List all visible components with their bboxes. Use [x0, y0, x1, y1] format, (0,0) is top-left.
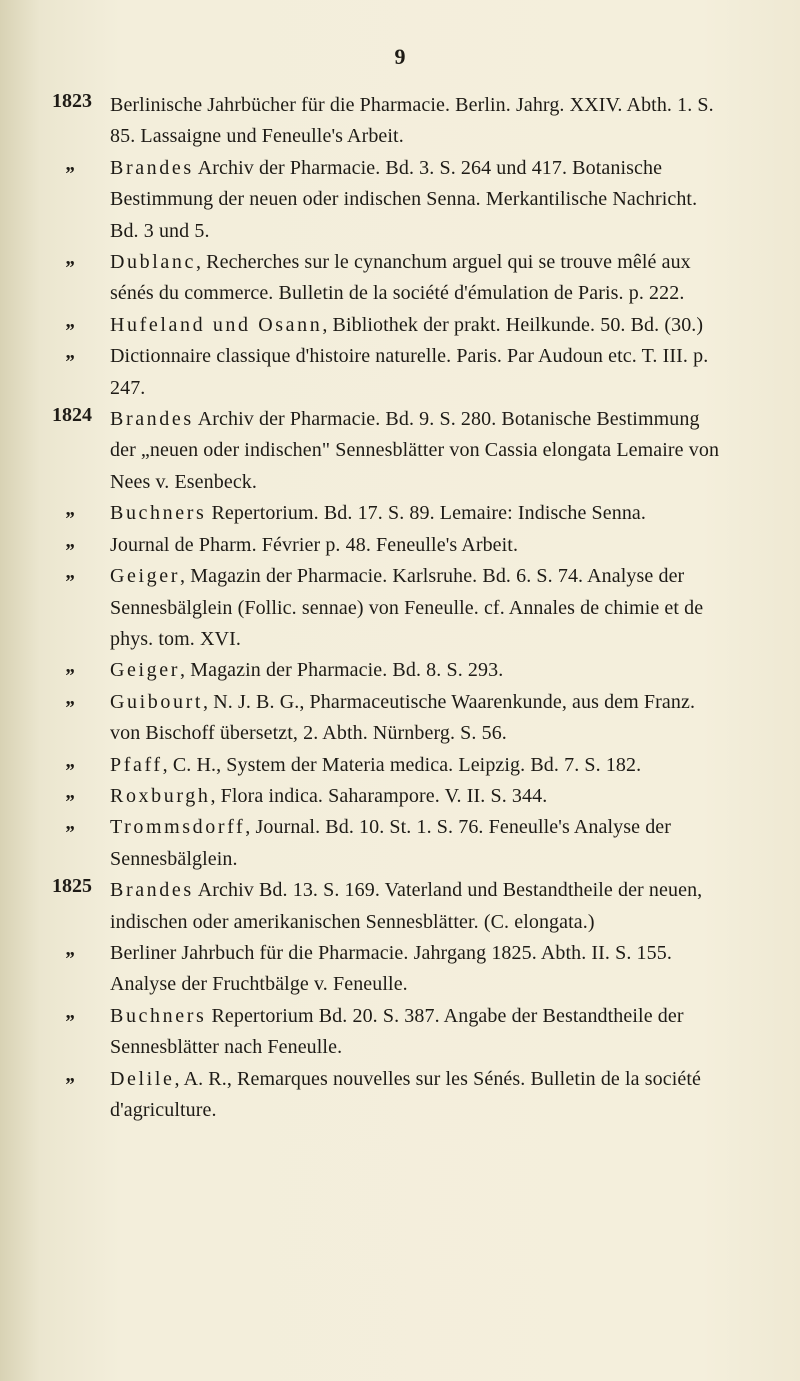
entry-body: , C. H., System der Materia medica. Leipzig. Bd. 7. S. 182. — [162, 753, 642, 776]
bibliography-entry — [0, 781, 800, 812]
ditto-mark: „ — [66, 812, 76, 835]
entry-body: Berlinische Jahrbücher für die Pharmacie. Berlin. Jahrg. XXIV. Abth. 1. S. 85. Lassaigne und Feneulle's Arbeit. — [110, 94, 714, 148]
entry-text — [110, 90, 722, 153]
bibliography-entry — [0, 247, 800, 310]
entry-author: Brandes — [110, 156, 194, 179]
entry-text — [110, 812, 722, 875]
entry-text — [110, 750, 722, 781]
entry-author: Brandes — [110, 408, 194, 431]
entry-text — [110, 561, 722, 655]
entry-author: Roxburgh — [110, 784, 211, 807]
ditto-mark: „ — [66, 749, 76, 772]
bibliography-entry — [0, 812, 800, 875]
bibliography-entry — [0, 153, 800, 247]
bibliography-entry — [0, 687, 800, 750]
entry-body: Repertorium. Bd. 17. S. 89. Lemaire: Indische Senna. — [206, 502, 646, 525]
entry-text — [110, 404, 722, 498]
entry-body: Berliner Jahrbuch für die Pharmacie. Jahrgang 1825. Abth. II. S. 155. Analyse der Fruchtbälge v. Feneulle. — [110, 941, 672, 996]
entry-author: Buchners — [110, 1004, 207, 1027]
entry-author: Hufeland und Osann — [110, 313, 323, 336]
entry-text — [110, 1001, 722, 1064]
entry-author: Geiger — [110, 565, 181, 588]
bibliography-entry — [0, 341, 800, 404]
entry-text — [110, 655, 722, 686]
entry-text — [110, 530, 722, 561]
entry-year: 1823 — [52, 90, 92, 112]
ditto-mark: „ — [66, 1000, 76, 1023]
bibliography-list — [0, 90, 800, 1126]
entry-text — [110, 498, 722, 529]
bibliography-entry — [0, 655, 800, 686]
entry-text — [110, 875, 722, 938]
bibliography-entry — [0, 938, 800, 1001]
entry-text — [110, 938, 722, 1001]
ditto-mark: „ — [66, 937, 76, 960]
entry-text — [110, 687, 722, 750]
bibliography-entry — [0, 561, 800, 655]
ditto-mark: „ — [66, 309, 76, 332]
ditto-mark: „ — [66, 561, 76, 584]
bibliography-entry — [0, 875, 800, 938]
ditto-mark: „ — [66, 341, 76, 364]
entry-text — [110, 153, 722, 247]
entry-text — [110, 247, 722, 310]
entry-author: Delile — [110, 1067, 175, 1090]
entry-text — [110, 341, 722, 404]
entry-body: Repertorium Bd. 20. S. 387. Angabe der Bestandtheile der Sennesblätter nach Feneulle. — [110, 1004, 684, 1059]
entry-body: Archiv Bd. 13. S. 169. Vaterland und Bestandtheile der neuen, indischen oder amerikanischen Sennesblätter. (C. elongata.) — [110, 879, 703, 933]
entry-body: , A. R., Remarques nouvelles sur les Sénés. Bulletin de la société d'agriculture. — [110, 1067, 701, 1121]
entry-body: , N. J. B. G., Pharmaceutische Waarenkunde, aus dem Franz. von Bischoff übersetzt, 2. Abth. Nürnberg. S. 56. — [110, 690, 696, 745]
ditto-mark: „ — [66, 686, 76, 709]
entry-body: , Flora indica. Saharampore. V. II. S. 344. — [210, 784, 548, 807]
page-number: 9 — [394, 44, 406, 69]
entry-author: Trommsdorff — [110, 816, 246, 839]
entry-body: , Journal. Bd. 10. St. 1. S. 76. Feneulle's Analyse der Sennesbälglein. — [110, 816, 672, 870]
ditto-mark: „ — [66, 1063, 76, 1086]
entry-author: Pfaff — [110, 753, 163, 776]
entry-body: Archiv der Pharmacie. Bd. 3. S. 264 und 417. Botanische Bestimmung der neuen oder indischen Senna. Merkantilische Nachricht. Bd. 3 und 5. — [110, 156, 698, 242]
bibliography-entry — [0, 404, 800, 498]
ditto-mark: „ — [66, 247, 76, 270]
entry-author: Geiger — [110, 659, 181, 682]
entry-author: Dublanc — [110, 251, 196, 274]
bibliography-entry — [0, 1064, 800, 1127]
bibliography-entry — [0, 750, 800, 781]
entry-body: Journal de Pharm. Février p. 48. Feneulle's Arbeit. — [110, 533, 519, 556]
bibliography-entry — [0, 310, 800, 341]
entry-year: 1825 — [52, 875, 92, 898]
ditto-mark: „ — [66, 529, 76, 552]
entry-year: 1824 — [52, 404, 92, 427]
entry-body: , Magazin der Pharmacie. Bd. 8. S. 293. — [180, 659, 504, 682]
entry-body: , Bibliothek der prakt. Heilkunde. 50. Bd. (30.) — [322, 313, 704, 336]
ditto-mark: „ — [66, 780, 76, 803]
entry-body: , Recherches sur le cynanchum arguel qui se trouve mêlé aux sénés du commerce. Bulletin de la société d'émulation de Paris. p. 222. — [110, 251, 691, 305]
entry-text — [110, 781, 722, 812]
entry-text — [110, 310, 722, 341]
bibliography-entry — [0, 498, 800, 529]
ditto-mark: „ — [66, 498, 76, 521]
entry-body: Dictionnaire classique d'histoire naturelle. Paris. Par Audoun etc. T. III. p. 247. — [110, 345, 709, 399]
bibliography-entry — [0, 1001, 800, 1064]
entry-author: Buchners — [110, 502, 207, 525]
bibliography-entry — [0, 90, 800, 153]
ditto-mark: „ — [66, 655, 76, 678]
entry-author: Brandes — [110, 879, 194, 902]
ditto-mark: „ — [66, 152, 76, 175]
entry-text — [110, 1064, 722, 1127]
entry-body: Archiv der Pharmacie. Bd. 9. S. 280. Botanische Bestimmung der „neuen oder indischen" Sennesblätter von Cassia elongata Lemaire von Nees v. Esenbeck. — [110, 408, 720, 493]
bibliography-entry — [0, 530, 800, 561]
entry-author: Guibourt — [110, 690, 204, 713]
entry-body: , Magazin der Pharmacie. Karlsruhe. Bd. 6. S. 74. Analyse der Sennesbälglein (Follic. sennae) von Feneulle. cf. Annales de chimie et de phys. tom. XVI. — [110, 565, 704, 650]
